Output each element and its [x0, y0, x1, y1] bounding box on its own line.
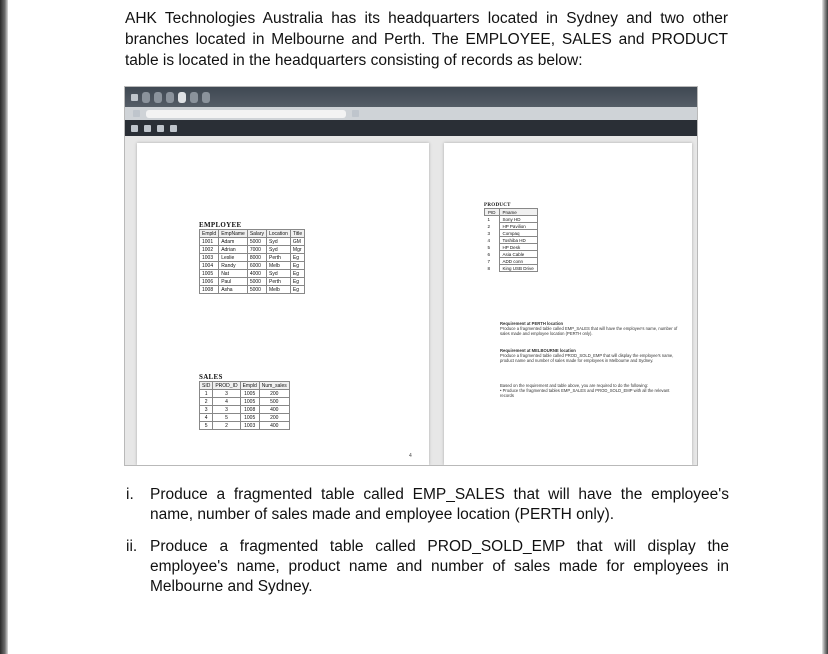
table-cell: 1004 [200, 262, 219, 270]
table-cell: Perth [267, 278, 291, 286]
table-cell: 3 [213, 406, 240, 414]
employee-table-block [199, 221, 305, 294]
table-cell: 1 [487, 216, 491, 222]
question-item [126, 485, 729, 525]
table-cell: 3 [487, 230, 491, 236]
table-cell: GM [290, 238, 304, 246]
table-header-cell: Title [290, 230, 304, 238]
table-cell: 1005 [240, 390, 259, 398]
table-cell: 400 [259, 406, 289, 414]
table-cell: 7 [487, 258, 491, 264]
question-text: Produce a fragmented table called EMP_SALES that will have the employee's name, number of sales made and employee location (PERTH only). [150, 486, 729, 523]
table-cell: 8 [487, 265, 491, 271]
table-cell: Syd [267, 270, 291, 278]
table-row [200, 398, 290, 406]
table-row [200, 278, 305, 286]
perth-requirement [500, 321, 680, 336]
table-row [200, 254, 305, 262]
sales-table [199, 381, 290, 430]
table-row [485, 223, 538, 230]
table-header-row [485, 209, 538, 216]
browser-tab-active [178, 92, 186, 103]
employee-table-title: EMPLOYEE [199, 221, 242, 229]
table-cell: Melb [267, 286, 291, 294]
table-header-cell: SID [200, 382, 213, 390]
table-cell: 1003 [240, 422, 259, 430]
table-cell: ADD conn [499, 258, 537, 265]
employee-table [199, 229, 305, 294]
toolbar-icon [170, 125, 177, 132]
table-row [200, 262, 305, 270]
intro-paragraph: AHK Technologies Australia has its headquarters located in Sydney and two other branches located in Melbourne and Perth. The EMPLOYEE, SALES and PRODUCT table is located in the headquarters consisting of records as below: [125, 10, 728, 69]
table-header-cell: EmpName [219, 230, 248, 238]
table-cell: Perth [267, 254, 291, 262]
table-header-cell: PROD_ID [213, 382, 240, 390]
table-cell: Adrian [219, 246, 248, 254]
page-number: 4 [409, 453, 412, 459]
table-cell: 5 [213, 414, 240, 422]
table-row [200, 414, 290, 422]
question-number: ii. [126, 538, 138, 555]
requirement-instructions: Based on the requirement and table above, you are required to do the following: • Produce the fragmented tables EMP_SALES and PROD_SOLD_EMP with all the relevant records [500, 383, 670, 398]
table-header-cell: Num_sales [259, 382, 289, 390]
table-cell: 1 [200, 390, 213, 398]
product-table [484, 208, 538, 272]
table-cell: 200 [259, 414, 289, 422]
table-cell: Eg [290, 270, 304, 278]
pdf-page-left [137, 143, 429, 465]
table-header-cell: Pname [499, 209, 537, 216]
table-row [200, 238, 305, 246]
table-cell: Randy [219, 262, 248, 270]
table-cell: Compaq [499, 230, 537, 237]
table-cell: Toshiba HD [499, 237, 537, 244]
url-field [146, 110, 346, 118]
table-cell: Adam [219, 238, 248, 246]
table-cell: 1008 [240, 406, 259, 414]
requirement-based-text: Based on the requirement and table above, you are required to do the following: [500, 383, 649, 388]
pdf-viewer-toolbar [125, 120, 697, 136]
table-row [200, 406, 290, 414]
browser-tab [202, 92, 210, 103]
table-header-cell: Salary [247, 230, 266, 238]
table-cell: 6 [487, 251, 491, 257]
browser-address-bar [125, 107, 697, 120]
table-cell: Asha [219, 286, 248, 294]
table-cell: 5000 [247, 278, 266, 286]
table-cell: 7000 [247, 246, 266, 254]
left-page-edge-shadow [0, 0, 8, 654]
table-row [200, 246, 305, 254]
question-text: Produce a fragmented table called PROD_SOLD_EMP that will display the employee's name, product name and number of sales made for employees in Melbourne and Sydney. [150, 538, 729, 595]
table-row [485, 216, 538, 223]
table-row [200, 390, 290, 398]
table-cell: Syd [267, 238, 291, 246]
sales-table-title: SALES [199, 373, 223, 381]
table-cell: 1005 [200, 270, 219, 278]
table-cell: 500 [259, 398, 289, 406]
table-cell: 1006 [200, 278, 219, 286]
table-cell: 200 [259, 390, 289, 398]
table-cell: 6000 [247, 262, 266, 270]
table-cell: 1005 [240, 398, 259, 406]
table-cell: 1008 [200, 286, 219, 294]
table-cell: Eg [290, 262, 304, 270]
table-cell: 3 [200, 406, 213, 414]
table-cell: 2 [487, 223, 491, 229]
table-cell: 1002 [200, 246, 219, 254]
table-cell: Leslie [219, 254, 248, 262]
table-cell: 4 [213, 398, 240, 406]
table-row [200, 270, 305, 278]
table-cell: Melb [267, 262, 291, 270]
table-cell: Asia Cable [499, 251, 537, 258]
table-row [485, 251, 538, 258]
melbourne-requirement-text: Produce a fragmented table called PROD_SOLD_EMP that will display the employee's name, product name and number of sales made for employees in Melbourne and Sydney. [500, 353, 674, 363]
table-cell: 1003 [200, 254, 219, 262]
table-cell: HP Desk [499, 244, 537, 251]
table-cell: Eg [290, 254, 304, 262]
browser-tab-bar [125, 87, 697, 107]
table-cell: 5000 [247, 238, 266, 246]
table-cell: 4 [200, 414, 213, 422]
table-row [200, 286, 305, 294]
table-cell: 2 [200, 398, 213, 406]
question-number: i. [126, 486, 134, 503]
table-cell: Nat [219, 270, 248, 278]
table-cell: 400 [259, 422, 289, 430]
table-cell: 5 [200, 422, 213, 430]
table-cell: 1005 [240, 414, 259, 422]
table-cell: King USB Drive [499, 265, 537, 272]
product-table-title: PRODUCT [484, 203, 511, 208]
question-list [126, 485, 729, 609]
toolbar-icon [144, 125, 151, 132]
table-cell: 5 [487, 244, 491, 250]
browser-icon [131, 94, 138, 101]
table-cell: Eg [290, 286, 304, 294]
right-page-edge-shadow [822, 0, 828, 654]
table-cell: 3 [213, 390, 240, 398]
table-row [485, 237, 538, 244]
perth-requirement-title: Requirement at PERTH location [500, 321, 564, 326]
question-item [126, 537, 729, 597]
browser-tab [166, 92, 174, 103]
refresh-icon [352, 110, 359, 117]
table-cell: Syd [267, 246, 291, 254]
embedded-screenshot-photo [124, 86, 698, 466]
toolbar-icon [157, 125, 164, 132]
table-header-cell: PID [485, 209, 500, 216]
toolbar-icon [131, 125, 138, 132]
browser-tab [154, 92, 162, 103]
melbourne-requirement-title: Requirement at MELBOURNE location [500, 348, 576, 353]
table-row [485, 230, 538, 237]
table-cell: Mgr [290, 246, 304, 254]
table-cell: Sony HD [499, 216, 537, 223]
table-header-cell: Empld [240, 382, 259, 390]
table-row [485, 265, 538, 272]
table-cell: 4000 [247, 270, 266, 278]
table-cell: 8000 [247, 254, 266, 262]
table-header-cell: Empld [200, 230, 219, 238]
browser-tab [142, 92, 150, 103]
table-row [485, 258, 538, 265]
table-cell: 1001 [200, 238, 219, 246]
table-cell: Paul [219, 278, 248, 286]
perth-requirement-text: Produce a fragmented table called EMP_SALES that will have the employee's name, number of sales made and employee location (PERTH only). [500, 326, 678, 336]
browser-tab [190, 92, 198, 103]
back-icon [133, 110, 140, 117]
sales-table-block [199, 373, 290, 430]
requirement-bullet-text: Produce the fragmented tables EMP_SALES and PROD_SOLD_EMP with all the relevant records [500, 388, 670, 398]
table-cell: 4 [487, 237, 491, 243]
table-cell: 2 [213, 422, 240, 430]
table-row [200, 422, 290, 430]
table-header-cell: Location [267, 230, 291, 238]
table-row [485, 244, 538, 251]
product-table-block [484, 203, 538, 272]
pdf-page-right [444, 143, 692, 465]
table-cell: HP Pavilion [499, 223, 537, 230]
table-cell: 5000 [247, 286, 266, 294]
table-cell: Eg [290, 278, 304, 286]
melbourne-requirement [500, 348, 680, 363]
